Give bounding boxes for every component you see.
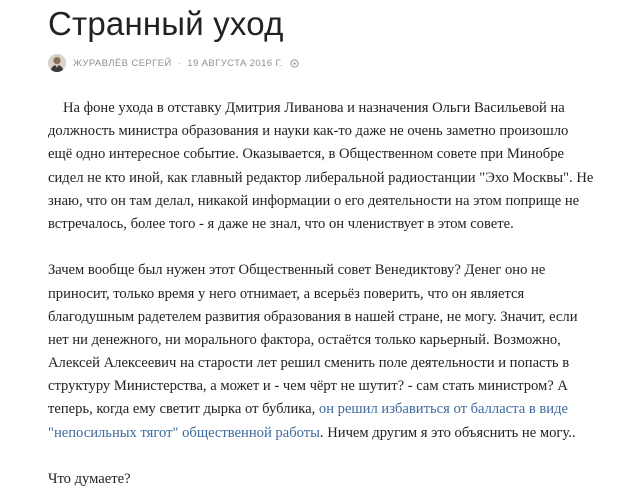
text-line: приносит, только время у него отнимает, а всерьёз поверить, что он является bbox=[48, 285, 525, 302]
article-body bbox=[48, 97, 594, 491]
text-line bbox=[48, 398, 588, 421]
text-line: нет ни денежного, ни морального фактора, остаётся только карьерный. Возможно, bbox=[48, 331, 561, 348]
article-paragraph bbox=[48, 97, 594, 236]
article-paragraph bbox=[48, 259, 588, 445]
text-line: должность министра образования и науки как-то даже не очень заметно произошло bbox=[48, 123, 569, 140]
article-link[interactable]: "непосильных тягот" общественной работы bbox=[48, 424, 320, 441]
article-link[interactable]: он решил избавиться от балласта в виде bbox=[318, 401, 568, 418]
meta-separator: · bbox=[177, 57, 182, 69]
article-meta bbox=[48, 53, 299, 73]
publish-date: 19 АВГУСТА 2016 Г. bbox=[187, 57, 283, 69]
author-name[interactable]: ЖУРАВЛЁВ СЕРГЕЙ bbox=[73, 57, 172, 69]
text-line: благодушным радетелем развития образования в нашей стране, не могу. Значит, если bbox=[48, 308, 578, 325]
author-avatar[interactable] bbox=[48, 54, 66, 72]
text-line: ещё одно интересное событие. Оказывается, в Общественном совете при Минобре bbox=[48, 146, 564, 163]
article-paragraph bbox=[48, 468, 588, 491]
text-line: знаю, что он там делал, никакой информации о его деятельности на этом поприще не bbox=[48, 192, 580, 209]
text-line: сидел не кто иной, как главный редактор либеральной радиостанции "Эхо Москвы". Не bbox=[48, 169, 594, 186]
text-line bbox=[48, 422, 588, 445]
eye-icon bbox=[290, 59, 299, 68]
article-title: Странный уход bbox=[48, 5, 284, 42]
text-line: Что думаете? bbox=[48, 471, 131, 487]
text-line: Алексей Алексеевич на старости лет решил сменить поле деятельности и попасть в bbox=[48, 355, 570, 372]
text-segment: теперь, когда ему светит дырка от бублика, bbox=[48, 401, 319, 418]
text-segment: . Ничем другим я это объяснить не могу.. bbox=[319, 424, 576, 441]
text-line: структуру Министерства, а может и - чем чёрт не шутит? - сам стать министром? А bbox=[48, 378, 568, 395]
text-line: встречалось, более того - я даже не знал, что он члениствует в этом совете. bbox=[48, 215, 514, 232]
text-line: На фоне ухода в отставку Дмитрия Ливанова и назначения Ольги Васильевой на bbox=[63, 100, 565, 116]
text-line: Зачем вообще был нужен этот Общественный совет Венедиктову? Денег оно не bbox=[48, 262, 546, 279]
